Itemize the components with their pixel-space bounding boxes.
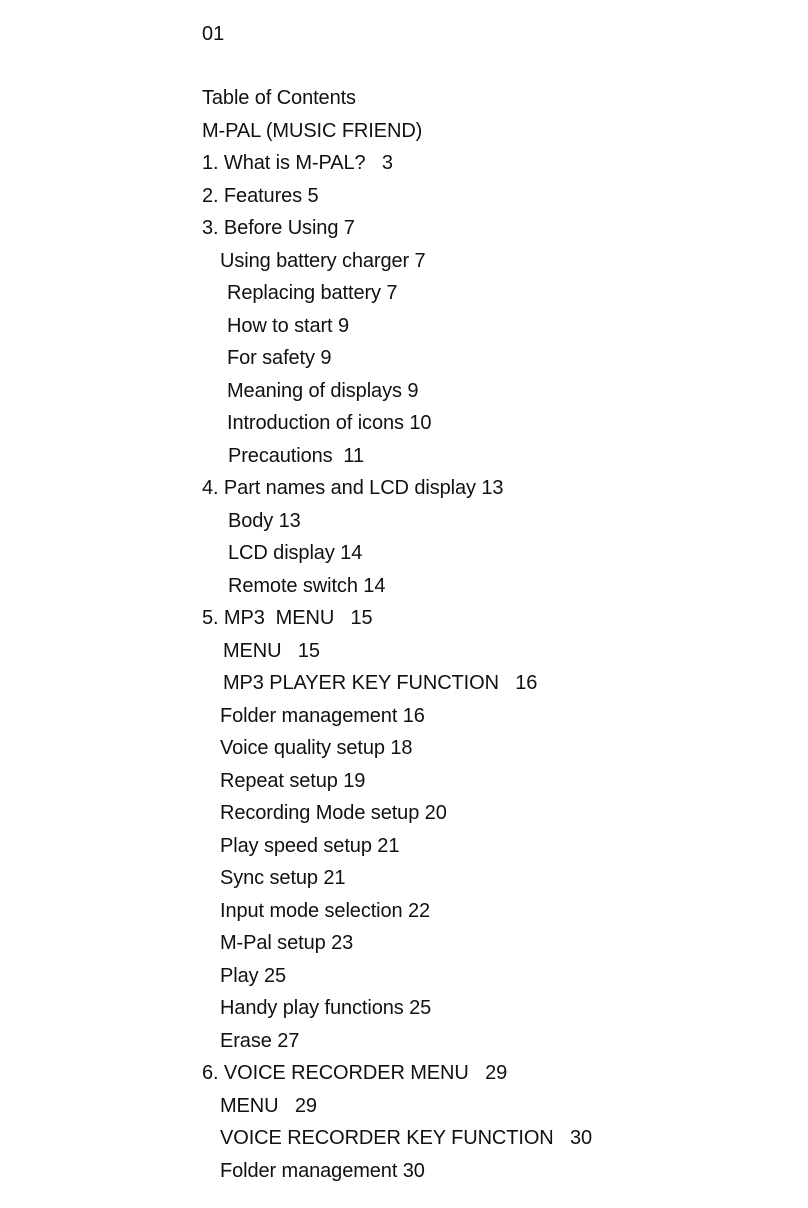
toc-entry: Play 25: [220, 964, 287, 987]
page-number: 01: [202, 23, 225, 45]
toc-entry: LCD display 14: [228, 542, 363, 564]
toc-entry: Repeat setup 19: [220, 769, 366, 792]
toc-entry: Voice quality setup 18: [220, 737, 413, 759]
toc-entry: Folder management 16: [220, 704, 425, 727]
toc-entry: Recording Mode setup 20: [220, 802, 447, 824]
toc-entry: For safety 9: [227, 347, 332, 369]
toc-heading: Table of Contents: [202, 87, 356, 109]
toc-entry: MP3 PLAYER KEY FUNCTION 16: [223, 672, 538, 694]
toc-entry: 1. What is M-PAL? 3: [202, 152, 393, 174]
toc-entry: M-Pal setup 23: [220, 932, 354, 954]
toc-entry: Handy play functions 25: [220, 997, 432, 1019]
table-of-contents: [202, 86, 592, 1191]
toc-entry: How to start 9: [227, 314, 349, 337]
toc-entry: Input mode selection 22: [220, 899, 431, 922]
toc-entry: MENU 29: [220, 1094, 317, 1117]
toc-entry: Body 13: [228, 509, 301, 532]
toc-entry: Sync setup 21: [220, 867, 346, 889]
toc-entry: 3. Before Using 7: [202, 217, 355, 239]
toc-entry: M-PAL (MUSIC FRIEND): [202, 119, 423, 142]
toc-entry: Remote switch 14: [228, 574, 386, 597]
toc-entry: 2. Features 5: [202, 184, 319, 207]
toc-entry: VOICE RECORDER KEY FUNCTION 30: [220, 1127, 593, 1149]
toc-entry: 6. VOICE RECORDER MENU 29: [202, 1062, 508, 1084]
toc-entry: Replacing battery 7: [227, 282, 398, 304]
toc-entry: Play speed setup 21: [220, 834, 400, 857]
toc-entry: Erase 27: [220, 1029, 300, 1052]
toc-entry: MENU 15: [223, 639, 320, 662]
toc-entry: Meaning of displays 9: [227, 379, 419, 402]
toc-entry: 5. MP3 MENU 15: [202, 607, 373, 629]
toc-entry: 4. Part names and LCD display 13: [202, 477, 504, 499]
toc-entry: Introduction of icons 10: [227, 412, 432, 434]
toc-entry: Using battery charger 7: [220, 249, 426, 272]
toc-entry: Folder management 30: [220, 1159, 425, 1182]
toc-entry: Precautions 11: [228, 444, 364, 467]
